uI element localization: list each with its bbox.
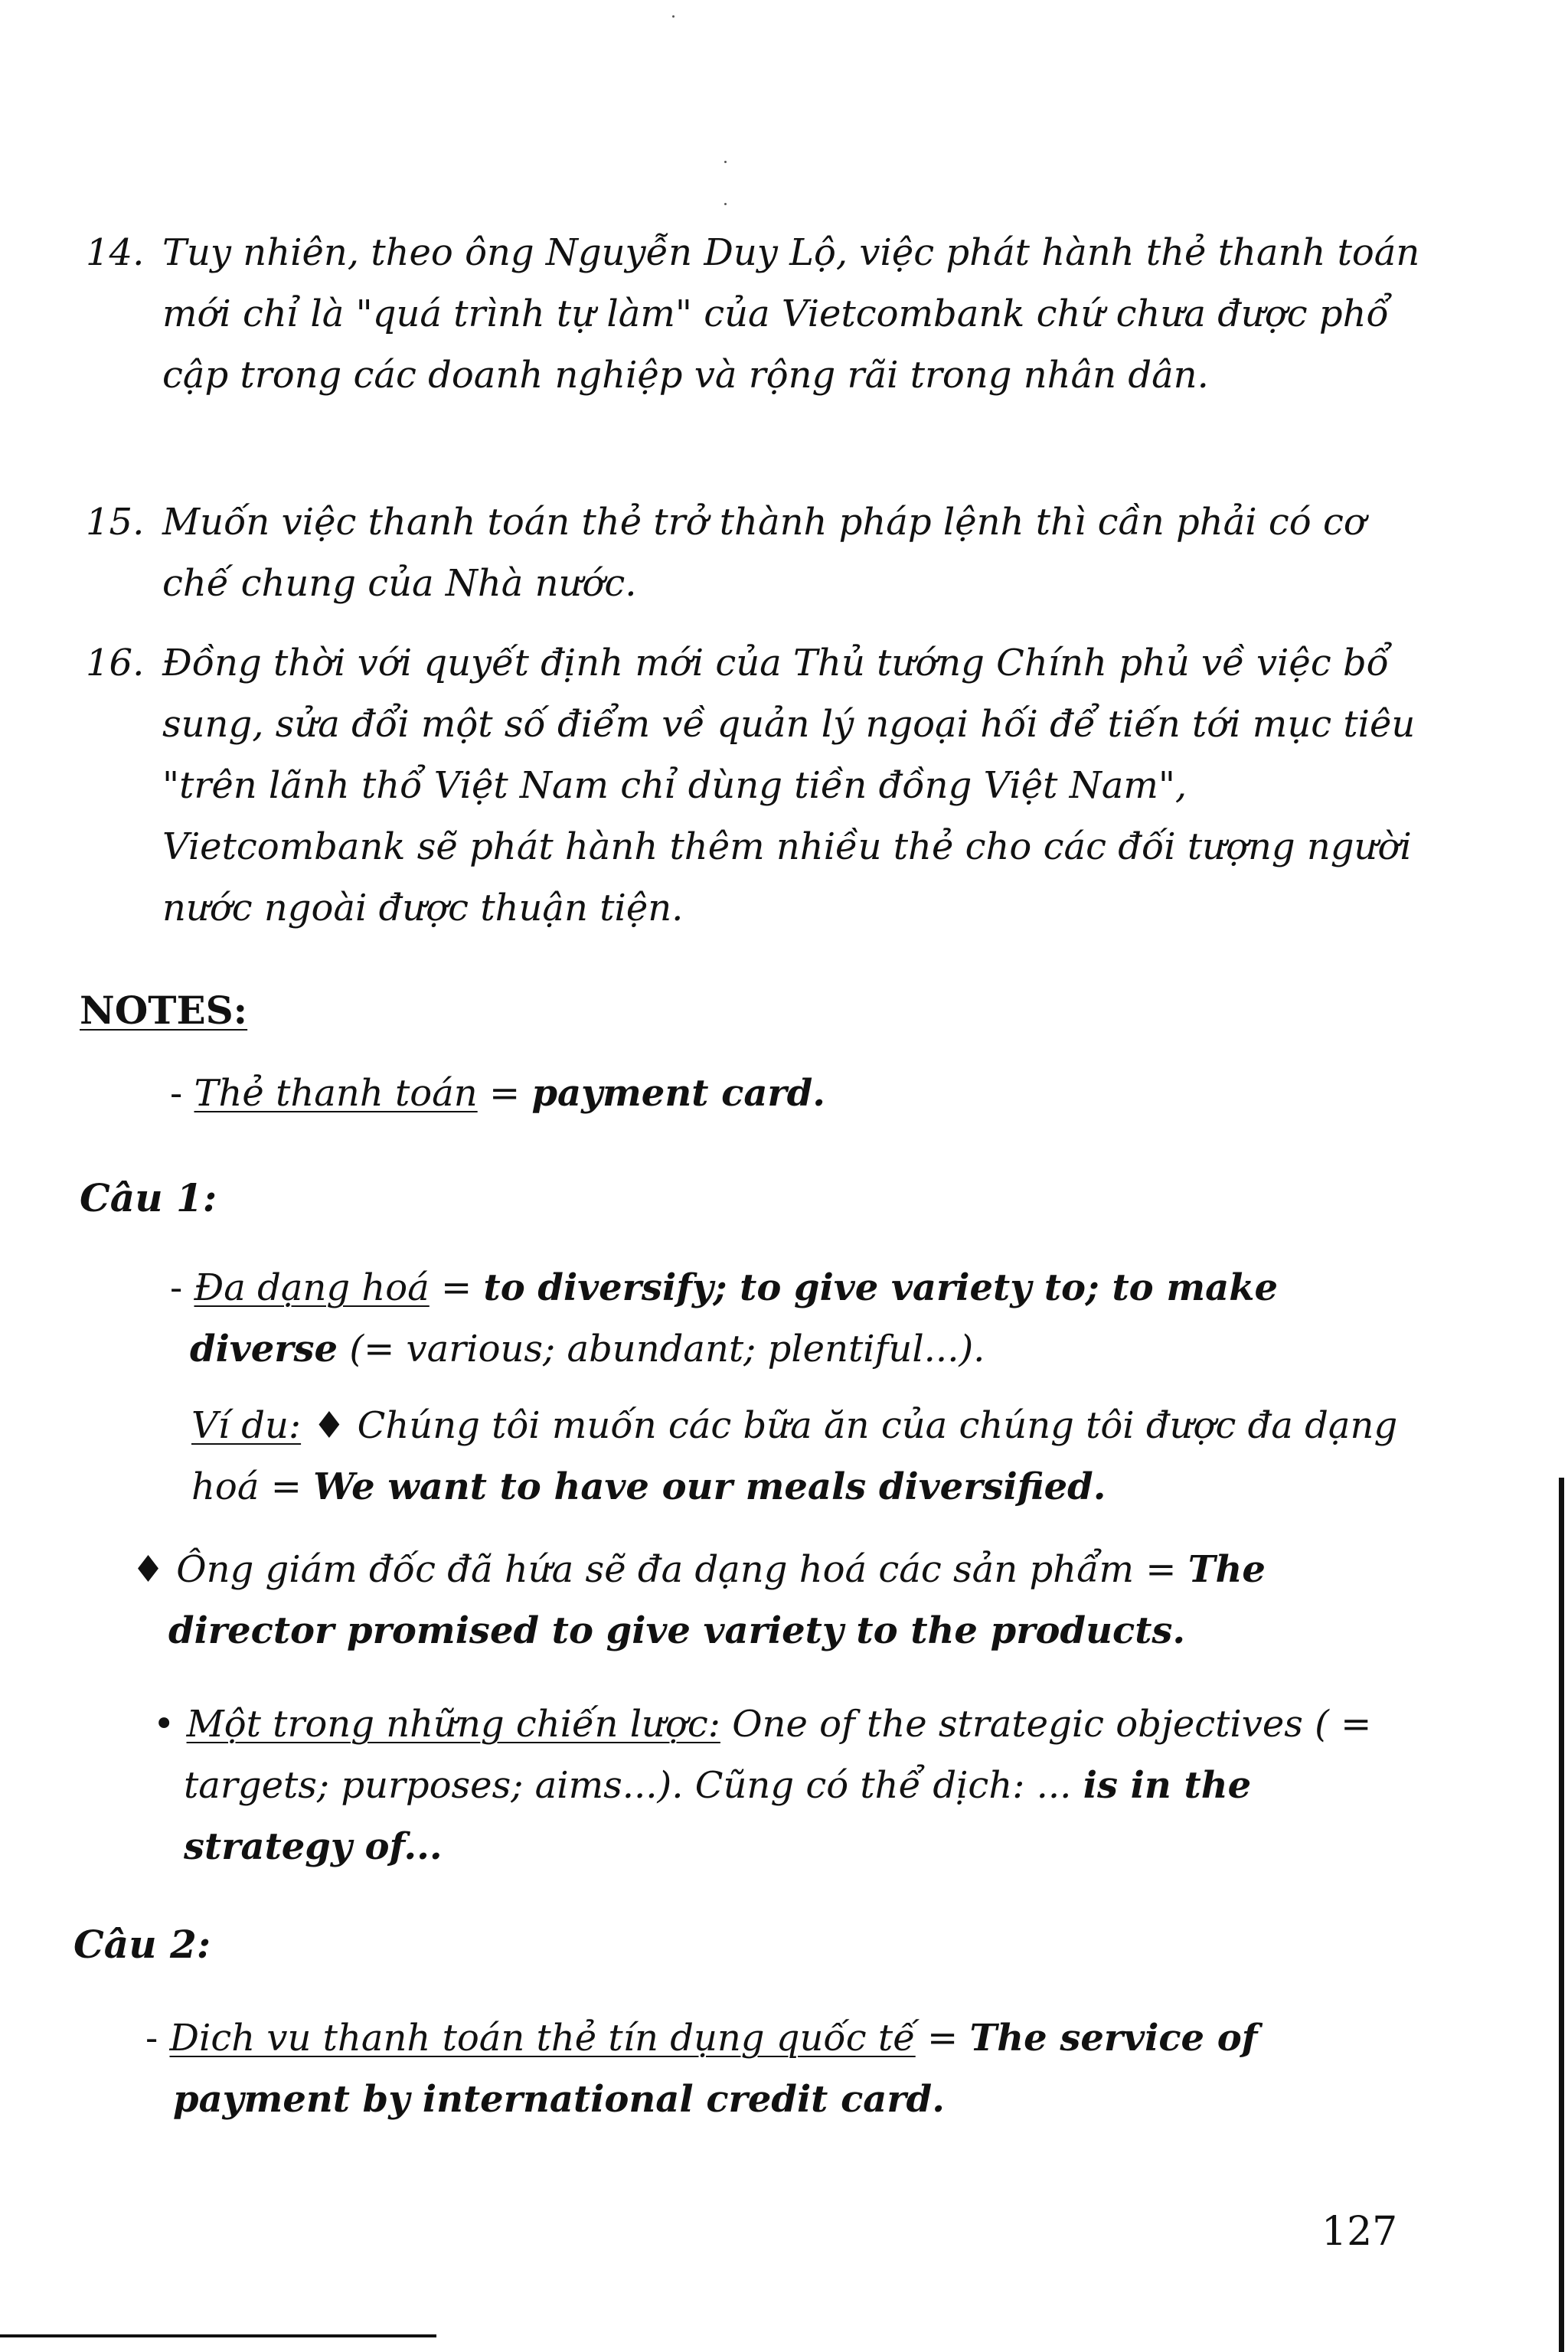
list-item-15 bbox=[86, 492, 1426, 614]
scan-edge-bar bbox=[1559, 1478, 1564, 2352]
note-alternative: is in the strategy of... bbox=[184, 1764, 1252, 1868]
note-term: Thẻ thanh toán bbox=[194, 1072, 478, 1115]
note-definition: payment card. bbox=[531, 1072, 825, 1115]
item-text: Muốn việc thanh toán thẻ trở thành pháp lệnh thì cần phải có cơ chế chung của Nhà nước. bbox=[162, 501, 1366, 605]
note-definition: to diversify; to give variety to; to make diverse bbox=[190, 1266, 1279, 1370]
example-2: ♦ Ông giám đốc đã hứa sẽ đa dạng hoá các sản phẩm = The director promised to give variety to the products. bbox=[132, 1548, 1266, 1652]
note-definition: One of the strategic objectives ( = targets; purposes; aims...). Cũng có thể dịch: ... bbox=[184, 1703, 1372, 1807]
item-text: Tuy nhiên, theo ông Nguyễn Duy Lộ, việc phát hành thẻ thanh toán mới chỉ là "quá trình tự làm" của Vietcombank chứ chưa được phổ cập trong các doanh nghiệp và rộng rãi trong nhân dân. bbox=[162, 231, 1420, 397]
note-strategy bbox=[153, 1694, 1426, 1877]
bullet-icon: ♦ bbox=[132, 1548, 165, 1591]
item-text: Đồng thời với quyết định mới của Thủ tướng Chính phủ về việc bổ sung, sửa đổi một số điểm về quản lý ngoại hối để tiến tới mục tiêu "trên lãnh thổ Việt Nam chỉ dùng tiền đồng Việt Nam", Vietcombank sẽ phát hành thêm nhiều thẻ cho các đối tượng người nước ngoài được thuận tiện. bbox=[162, 642, 1416, 929]
scan-speck bbox=[724, 203, 727, 205]
note-payment-card: - Thẻ thanh toán = payment card. bbox=[170, 1072, 825, 1115]
note-credit-card-service: - Dich vu thanh toán thẻ tín dụng quốc tế = The service of payment by international credit card. bbox=[145, 2017, 1258, 2121]
note-term: Một trong những chiến lược: bbox=[186, 1703, 720, 1746]
example-english: We want to have our meals diversified. bbox=[313, 1465, 1106, 1508]
bullet-icon: ♦ bbox=[312, 1404, 346, 1447]
item-number: 15. bbox=[86, 501, 145, 544]
bottom-rule bbox=[0, 2334, 436, 2337]
bullet-icon: • bbox=[153, 1703, 175, 1746]
page-number: 127 bbox=[1321, 2209, 1398, 2255]
note-term: Đa dạng hoá bbox=[194, 1266, 430, 1309]
scan-speck bbox=[672, 15, 675, 18]
example-vietnamese: Ông giám đốc đã hứa sẽ đa dạng hoá các sản phẩm bbox=[176, 1548, 1135, 1591]
note-synonyms: (= various; abundant; plentiful...). bbox=[349, 1328, 985, 1370]
item-number: 16. bbox=[86, 642, 145, 684]
note-definition: The service of payment by international credit card. bbox=[173, 2017, 1258, 2121]
list-item-14 bbox=[86, 222, 1426, 406]
list-item-16 bbox=[86, 632, 1426, 939]
note-term: Dich vu thanh toán thẻ tín dụng quốc tế bbox=[169, 2017, 916, 2060]
section-heading-cau-1: Câu 1: bbox=[80, 1175, 217, 1220]
example-1: Ví du: ♦ Chúng tôi muốn các bữa ăn của chúng tôi được đa dạng hoá = We want to have our meals diversified. bbox=[191, 1404, 1398, 1508]
scan-speck bbox=[724, 161, 727, 163]
item-number: 14. bbox=[86, 231, 145, 274]
example-label: Ví du: bbox=[191, 1404, 302, 1447]
section-heading-cau-2: Câu 2: bbox=[74, 1922, 211, 1967]
note-diversify: - Đa dạng hoá = to diversify; to give variety to; to make diverse (= various; abundant; plentiful...). bbox=[170, 1266, 1279, 1370]
notes-heading: NOTES: bbox=[80, 988, 248, 1033]
example-vietnamese: Chúng tôi muốn các bữa ăn của chúng tôi được đa dạng hoá bbox=[191, 1404, 1398, 1508]
example-english: The director promised to give variety to the products. bbox=[168, 1548, 1266, 1652]
